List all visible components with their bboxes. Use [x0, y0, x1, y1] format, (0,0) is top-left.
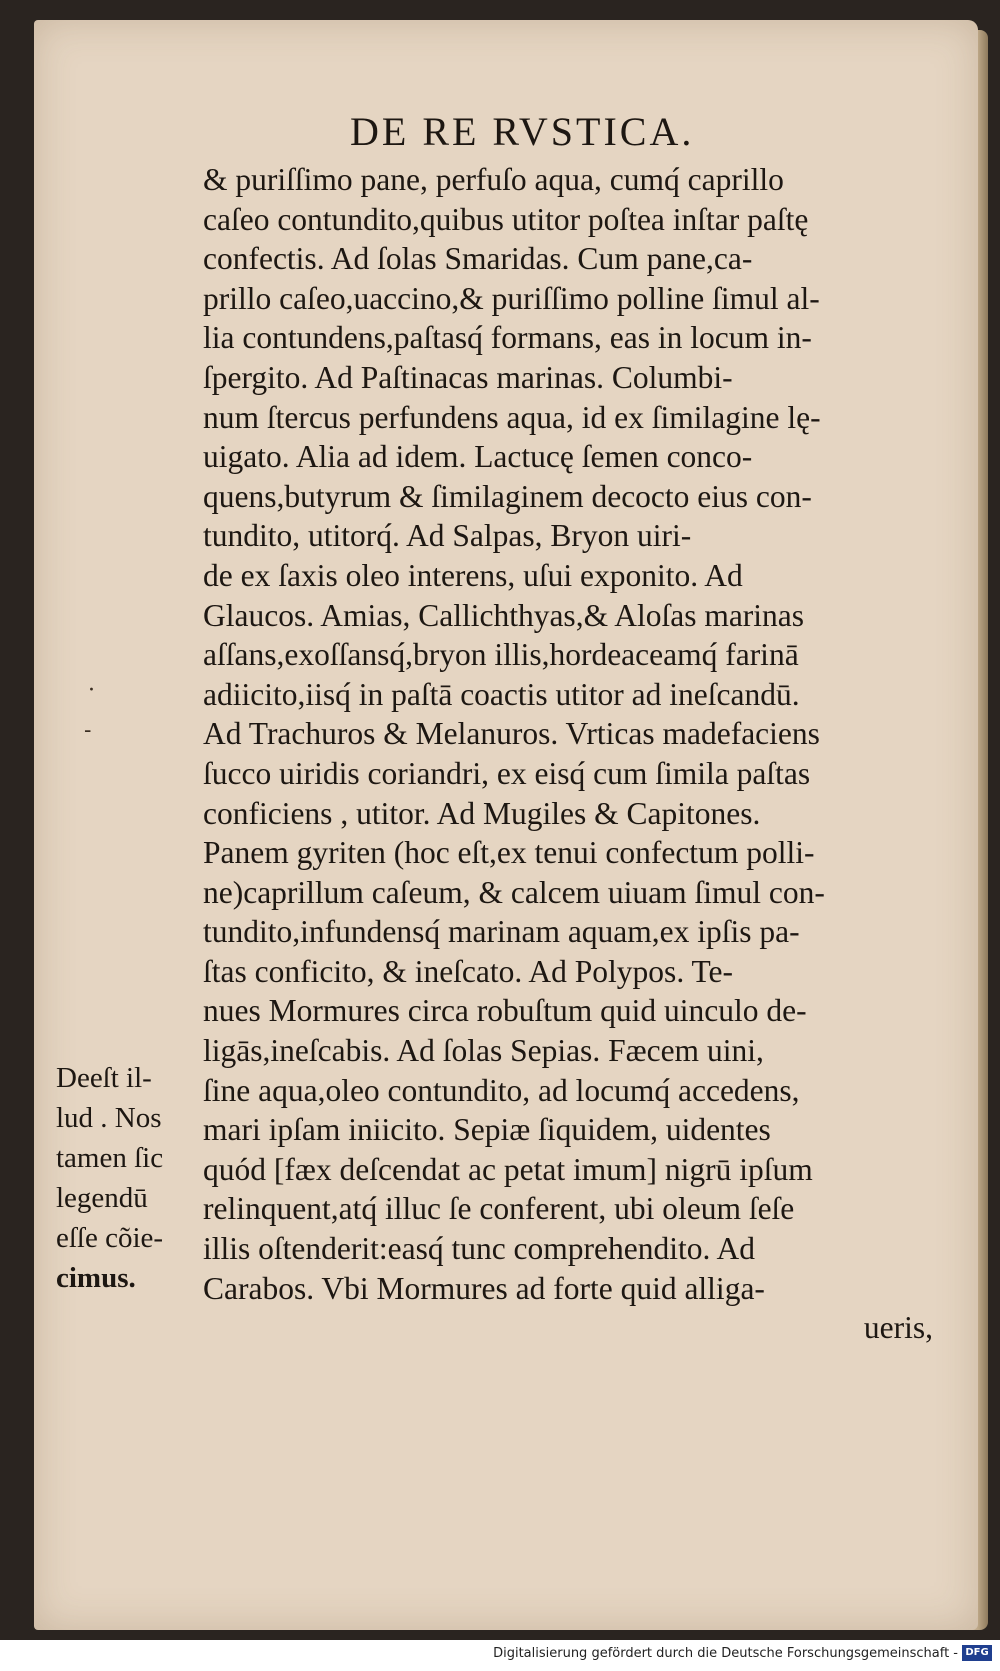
text-line: conficiens , utitor. Ad Mugiles & Capitones. [203, 795, 761, 831]
text-line: Carabos. Vbi Mormures ad forte quid alliga- [203, 1270, 765, 1306]
marginal-note-line: legendū [56, 1182, 148, 1214]
text-line: Panem gyriten (hoc eſt,ex tenui confectum polli- [203, 835, 815, 871]
text-line: ſpergito. Ad Paſtinacas marinas. Columbi- [203, 359, 733, 395]
text-line: Glaucos. Amias, Callichthyas,& Aloſas marinas [203, 597, 805, 633]
text-line: caſeo contundito,quibus utitor poſtea inſtar paſtę [203, 201, 809, 237]
running-head: DE RE RVSTICA. [350, 109, 695, 154]
marginal-note-line: Deeſt il- [56, 1062, 152, 1094]
text-line: tundito, utitorq́. Ad Salpas, Bryon uiri- [203, 518, 692, 554]
marginal-note-line: lud . Nos [56, 1102, 162, 1134]
text-line: de ex ſaxis oleo interens, uſui exponito. Ad [203, 557, 743, 593]
marginal-note [56, 1058, 206, 1298]
text-line: ligās,ineſcabis. Ad ſolas Sepias. Fæcem uini, [203, 1033, 764, 1069]
text-line: & puriſſimo pane, perfuſo aqua, cumq́ caprillo [203, 162, 784, 197]
text-line: quens,butyrum & ſimilaginem decocto eius con- [203, 478, 812, 514]
margin-dash: - [84, 718, 92, 743]
body-text [203, 160, 943, 1348]
text-line: lia contundens,paſtasq́ formans, eas in locum in- [203, 320, 812, 356]
text-line: uigato. Alia ad idem. Lactucę ſemen conco- [203, 439, 753, 475]
text-line: ſtas conficito, & ineſcato. Ad Polypos. Te- [203, 953, 734, 989]
footer-credit: Digitalisierung gefördert durch die Deutsche Forschungsgemeinschaft - [493, 1646, 958, 1661]
text-line: tundito,infundensq́ marinam aquam,ex ipſis pa- [203, 914, 800, 950]
text-line: ſucco uiridis coriandri, ex eisq́ cum ſimila paſtas [203, 755, 811, 791]
text-line: nues Mormures circa robuſtum quid uinculo de- [203, 993, 807, 1029]
dfg-logo: DFG [962, 1645, 992, 1661]
text-line: adiicito,iisq́ in paſtā coactis utitor ad ineſcandū. [203, 676, 800, 712]
text-line: ueris, [863, 1310, 933, 1346]
text-line: Ad Trachuros & Melanuros. Vrticas madefaciens [203, 716, 820, 752]
text-line: num ſtercus perfundens aqua, id ex ſimilagine lę- [203, 399, 821, 435]
text-line: aſſans,exoſſansq́,bryon illis,hordeaceamq́ farinā [203, 637, 799, 673]
text-line: ſine aqua,oleo contundito, ad locumq́ accedens, [203, 1072, 800, 1108]
marginal-note-line: tamen ſic [56, 1142, 164, 1174]
text-line: relinquent,atq́ illuc ſe conferent, ubi oleum ſeſe [203, 1191, 795, 1227]
marginal-note-line: eſſe cõie- [56, 1222, 164, 1254]
text-line: mari ipſam iniicito. Sepiæ ſiquidem, uidentes [203, 1112, 771, 1148]
text-line: ne)caprillum caſeum, & calcem uiuam ſimul con- [203, 874, 825, 910]
text-line: confectis. Ad ſolas Smaridas. Cum pane,ca- [203, 241, 753, 277]
text-line: illis oſtenderit:easq́ tunc comprehendito. Ad [203, 1231, 756, 1267]
text-line: quód [fæx deſcendat ac petat imum] nigrū ipſum [203, 1151, 813, 1187]
margin-dot: · [88, 678, 95, 703]
text-line: prillo caſeo,uaccino,& puriſſimo polline ſimul al- [203, 280, 820, 316]
marginal-note-line: cimus. [56, 1262, 136, 1294]
